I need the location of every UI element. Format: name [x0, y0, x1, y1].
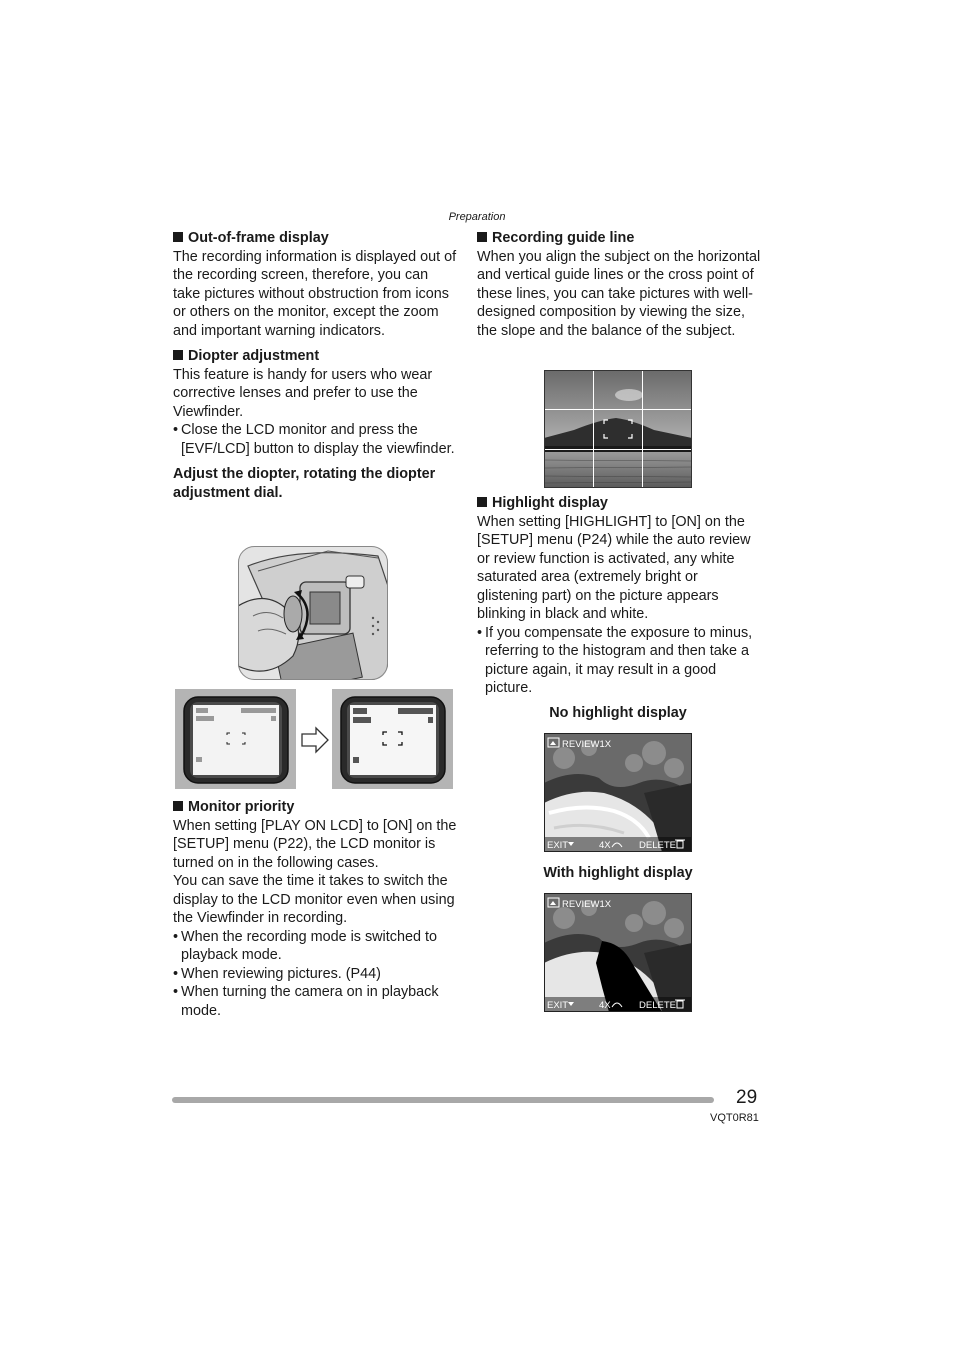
square-bullet-icon: [477, 232, 487, 242]
monitor-priority-body1: When setting [PLAY ON LCD] to [ON] on the [SETUP] menu (P22), the LCD monitor is turned on in the following cases.: [173, 817, 457, 871]
highlight-body: When setting [HIGHLIGHT] to [ON] on the [SETUP] menu (P24) while the auto review or review function is activated, any white saturated area (extremely bright or glistening part) on the picture appears blinking in black and white.: [477, 513, 751, 622]
out-of-frame-body: The recording information is displayed out of the recording screen, therefore, you can take pictures without obstruction from icons or others on the monitor, except the zoom and important warning indicators.: [173, 248, 457, 339]
zoom-label: 4X: [599, 840, 611, 851]
guide-line-photo: [544, 370, 692, 488]
square-bullet-icon: [477, 497, 487, 507]
exit-label: EXIT: [547, 1000, 569, 1011]
square-bullet-icon: [173, 801, 183, 811]
no-highlight-caption: No highlight display: [549, 705, 687, 721]
highlight-heading: Highlight display: [477, 494, 762, 513]
diopter-dial-illustration: [238, 546, 388, 680]
with-highlight-lcd: [544, 893, 692, 1012]
no-highlight-lcd: [544, 733, 692, 852]
review-label: REVIEW1X: [562, 739, 612, 750]
delete-label: DELETE: [639, 1000, 676, 1011]
review-label: REVIEW1X: [562, 899, 612, 910]
guide-line-body: When you align the subject on the horizontal and vertical guide lines or the cross point of these lines, you can take pictures with well-designed composition by viewing the size, the slope and the balance of the subject.: [477, 248, 761, 339]
monitor-priority-section: [173, 798, 458, 1020]
monitor-priority-body2: You can save the time it takes to switch the display to the LCD monitor even when using the Viewfinder in recording.: [173, 873, 455, 926]
diopter-heading: Diopter adjustment: [173, 347, 458, 366]
zoom-label: 4X: [599, 1000, 611, 1011]
right-column: [477, 229, 762, 340]
highlight-bullet: • If you compensate the exposure to minus, referring to the histogram and then take a picture again, it may result in a good picture.: [477, 624, 762, 698]
monitor-priority-heading: Monitor priority: [173, 798, 458, 817]
exit-label: EXIT: [547, 840, 569, 851]
with-highlight-caption: With highlight display: [543, 865, 693, 881]
square-bullet-icon: [173, 350, 183, 360]
section-header: Preparation: [448, 211, 506, 223]
diopter-body: This feature is handy for users who wear corrective lenses and prefer to use the Viewfinder.: [173, 366, 433, 420]
list-item: • When reviewing pictures. (P44): [173, 965, 458, 984]
delete-label: DELETE: [639, 840, 676, 851]
viewfinder-after-image: [332, 689, 453, 789]
model-code: VQT0R81: [710, 1112, 759, 1124]
page-number: 29: [736, 1087, 758, 1108]
square-bullet-icon: [173, 232, 183, 242]
diopter-instruction: Adjust the diopter, rotating the diopter adjustment dial.: [173, 466, 436, 501]
footer-rule: [172, 1097, 714, 1103]
guide-line-heading: Recording guide line: [477, 229, 762, 248]
list-item: • When the recording mode is switched to playback mode.: [173, 928, 458, 965]
arrow-right-icon: [300, 726, 330, 754]
list-item: • When turning the camera on in playback mode.: [173, 983, 458, 1020]
diopter-bullet: • Close the LCD monitor and press the [EVF/LCD] button to display the viewfinder.: [173, 421, 458, 458]
viewfinder-before-image: [175, 689, 296, 789]
out-of-frame-heading: Out-of-frame display: [173, 229, 458, 248]
highlight-section: [477, 494, 762, 698]
left-column: [173, 229, 458, 502]
